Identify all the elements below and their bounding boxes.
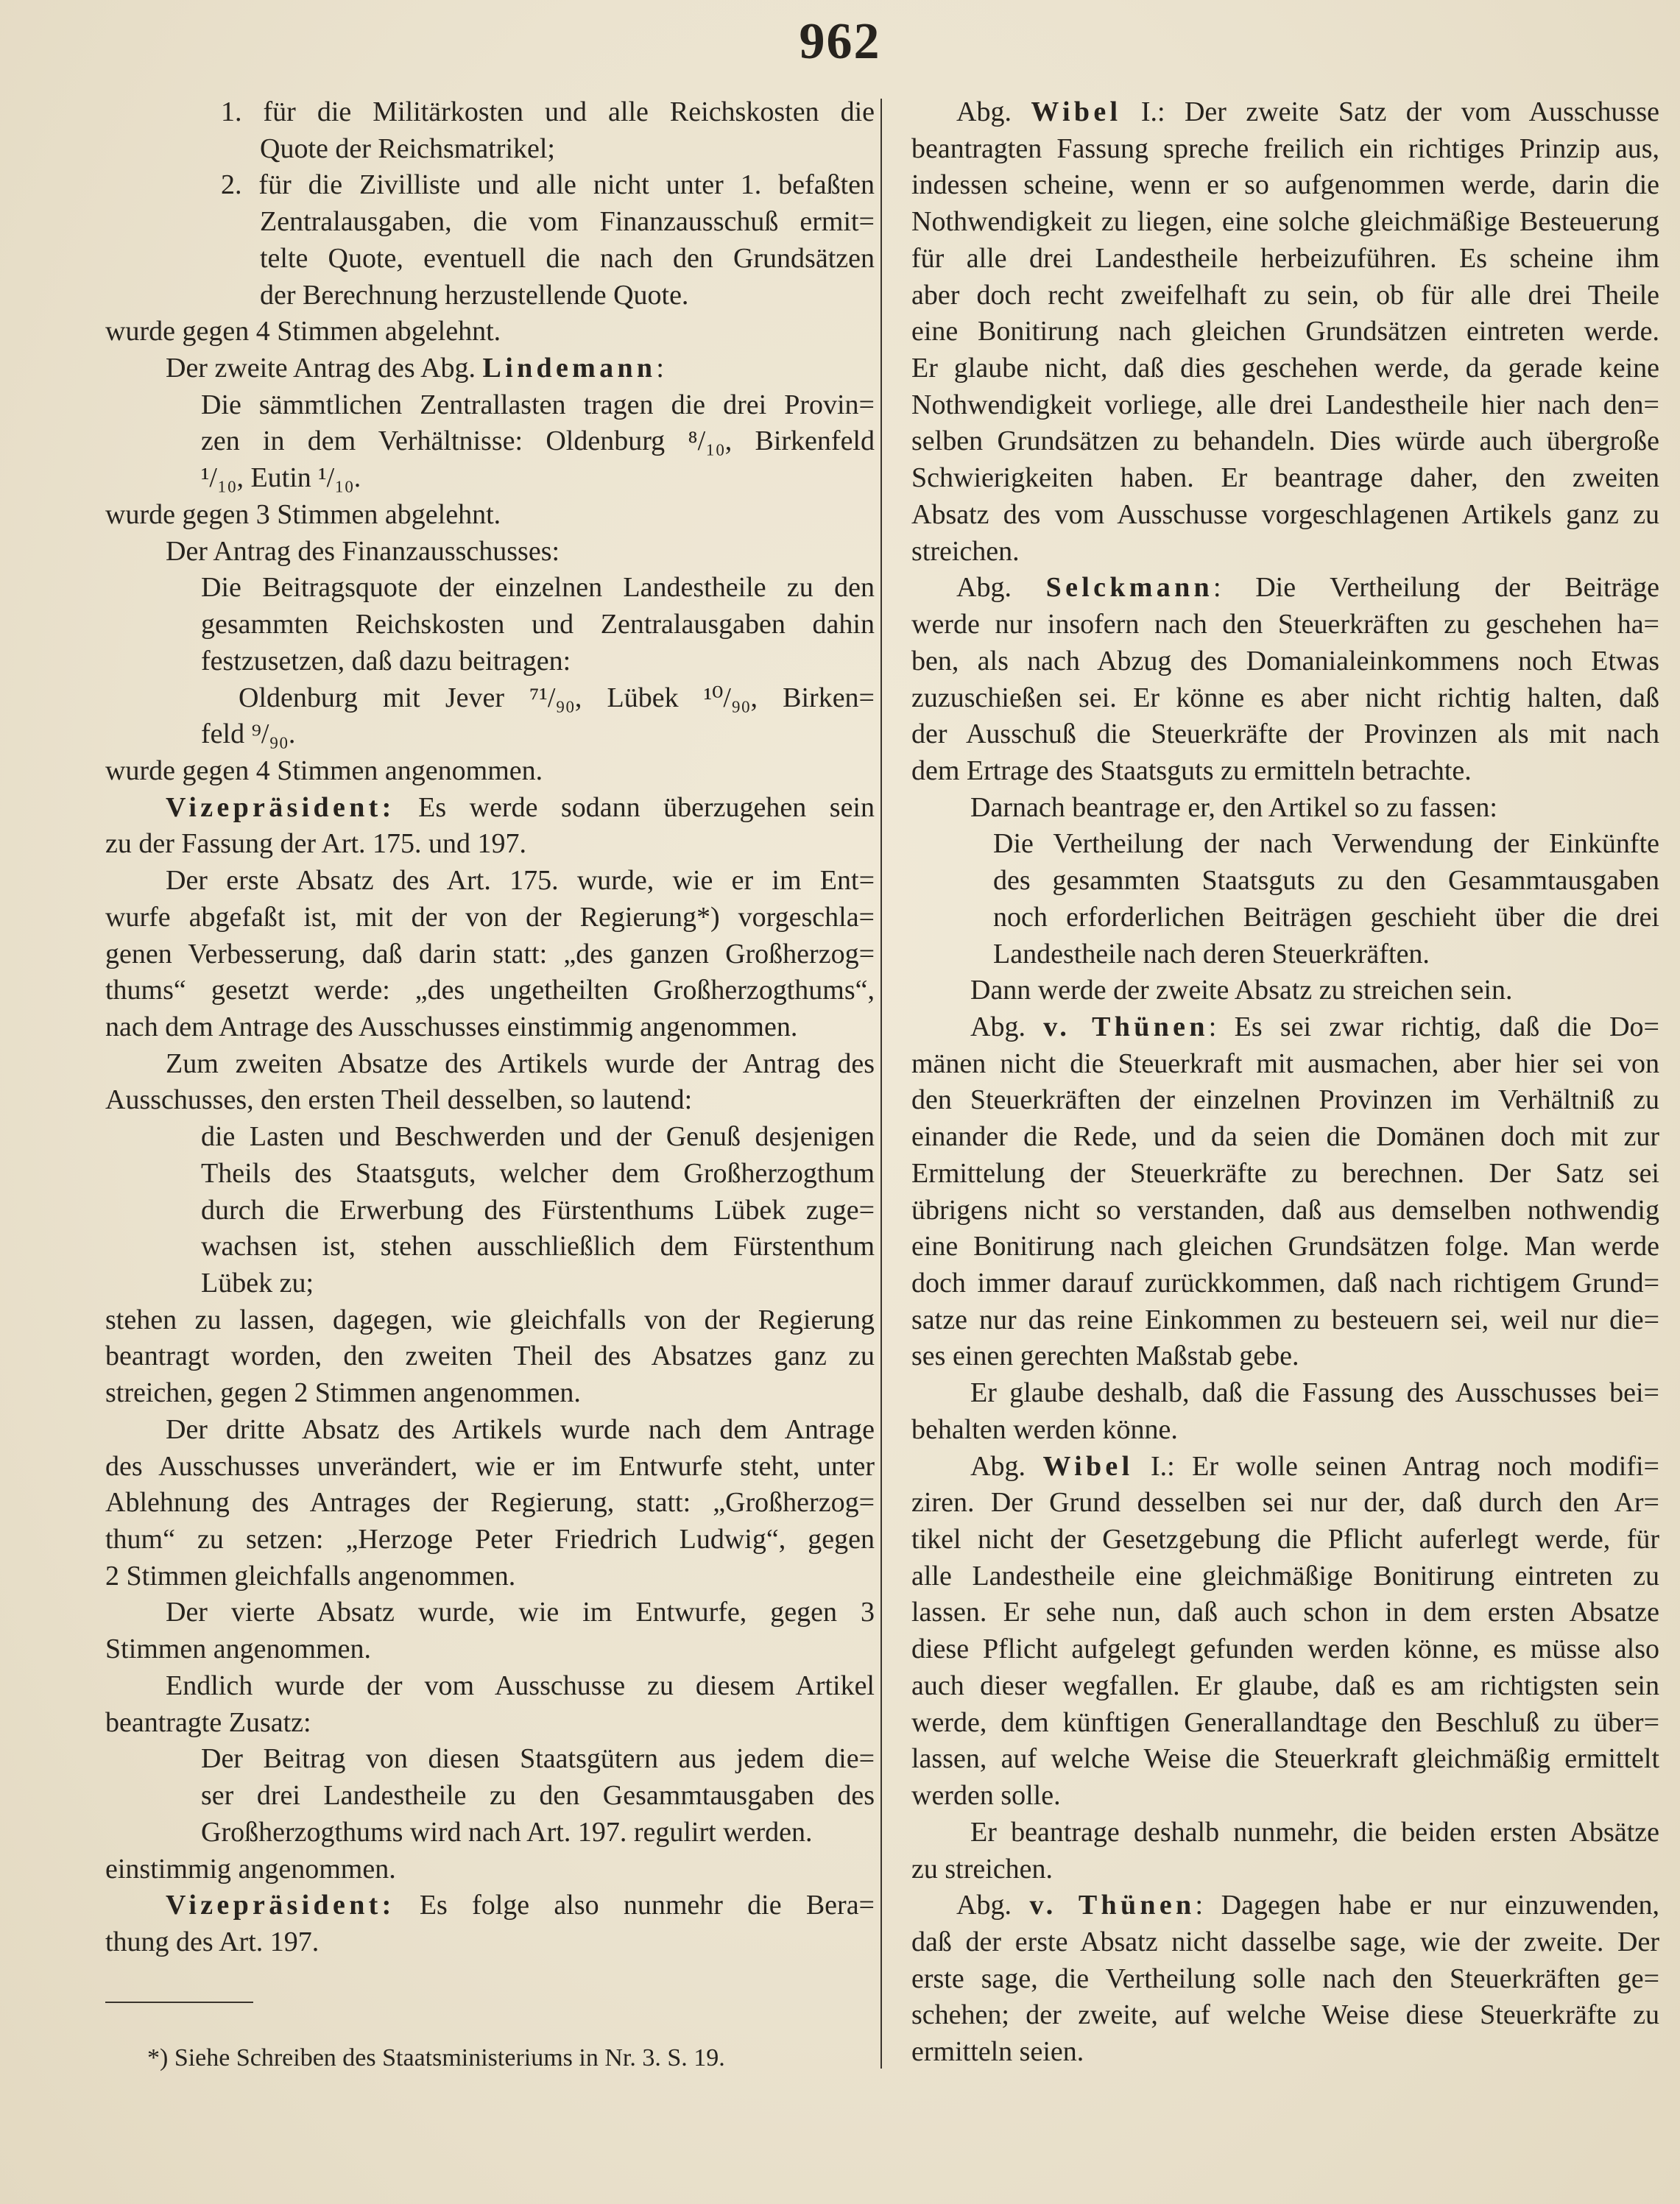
- quoted-text-block: [105, 1119, 875, 1302]
- text-line: diese Pflicht aufgelegt gefunden werden könne, es müsse also: [911, 1633, 1659, 1665]
- text-line: Absatz des vom Ausschusse vorgeschlagenen Artikels ganz zu: [911, 498, 1659, 530]
- line-text: Abg.: [970, 1011, 1044, 1042]
- paragraph: [105, 863, 875, 1046]
- text-line: ermitteln seien.: [911, 2036, 1084, 2068]
- text-line: thum“ zu setzen: „Herzoge Peter Friedrich Ludwig“, gegen: [105, 1524, 875, 1555]
- paragraph: [911, 1815, 1659, 1887]
- line-text: Es folge also nunmehr die Bera=: [395, 1890, 875, 1921]
- text-line: indessen scheine, wenn er so aufgenommen werde, darin die: [911, 169, 1659, 201]
- footnote: *) Siehe Schreiben des Staatsministeriums in Nr. 3. S. 19.: [147, 2044, 725, 2071]
- speech-paragraph: [911, 1887, 1659, 2071]
- text-line: lassen, auf welche Weise die Steuerkraft gleichmäßig ermittelt: [911, 1743, 1659, 1775]
- text-line: [911, 94, 1659, 131]
- text-line: aber doch recht zweifelhaft zu sein, ob für alle drei Theile: [911, 279, 1659, 311]
- line-text: Abg.: [956, 1890, 1030, 1921]
- text-line: thung des Art. 197.: [105, 1926, 320, 1957]
- text-line: wurde gegen 3 Stimmen abgelehnt.: [105, 498, 501, 530]
- text-line: Er glaube nicht, daß dies geschehen werde, da gerade keine: [911, 353, 1659, 384]
- line-text: : Die Vertheilung der Beiträge: [1213, 572, 1659, 604]
- text-line: Quote der Reichsmatrikel;: [260, 133, 555, 164]
- text-line: Oldenburg mit Jever ⁷¹/₉₀, Lübek ¹⁰/₉₀, Birken=: [239, 682, 875, 713]
- text-line: doch immer darauf zurückkommen, daß nach richtigem Grund=: [911, 1268, 1659, 1299]
- list-item: [105, 167, 875, 314]
- text-line: erste sage, die Vertheilung solle nach den Steuerkräften ge=: [911, 1963, 1659, 1994]
- text-line: eine Bonitirung nach gleichen Grundsätzen folge. Man werde: [911, 1231, 1659, 1262]
- text-line: Nothwendigkeit vorliege, alle drei Landestheile hier nach den=: [911, 389, 1659, 420]
- paragraph: [105, 534, 875, 571]
- text-line: Darnach beantrage er, den Artikel so zu fassen:: [970, 791, 1497, 823]
- paragraph: [911, 972, 1659, 1009]
- text-line: gesammten Reichskosten und Zentralausgaben dahin: [201, 609, 875, 640]
- text-line: Der Antrag des Finanzausschusses:: [166, 535, 560, 567]
- text-line: ser drei Landestheile zu den Gesammtausgaben des: [201, 1780, 875, 1812]
- text-line: Zum zweiten Absatze des Artikels wurde der Antrag des: [166, 1048, 875, 1079]
- text-line: ses einen gerechten Maßstab gebe.: [911, 1341, 1299, 1372]
- text-line: daß der erste Absatz nicht dasselbe sage, wie der zweite. Der: [911, 1926, 1659, 1957]
- list-item: [105, 94, 875, 167]
- speaker-name: Vizepräsident:: [166, 791, 395, 823]
- text-line: telte Quote, eventuell die nach den Grundsätzen: [260, 242, 875, 274]
- text-line: stehen zu lassen, dagegen, wie gleichfalls von der Regierung: [105, 1304, 875, 1335]
- paragraph: [105, 753, 875, 790]
- quoted-text-block: [911, 826, 1659, 972]
- text-line: [911, 1449, 1659, 1486]
- paragraph: [105, 314, 875, 350]
- text-line: thums“ gesetzt werde: „des ungetheilten Großherzogthums“,: [105, 975, 875, 1006]
- left-column: [105, 94, 875, 1961]
- text-line: [105, 350, 875, 387]
- paragraph: [105, 1046, 875, 1119]
- quoted-text-block: [105, 680, 875, 753]
- text-line: Nothwendigkeit zu liegen, eine solche gleichmäßige Besteuerung: [911, 206, 1659, 238]
- text-line: ¹/₁₀, Eutin ¹/₁₀.: [201, 462, 361, 494]
- text-line: Die sämmtlichen Zentrallasten tragen die drei Provin=: [201, 389, 875, 420]
- line-text: Abg.: [970, 1450, 1043, 1482]
- line-text: : Dagegen habe er nur einzuwenden,: [1195, 1890, 1659, 1921]
- paragraph: [105, 790, 875, 863]
- speaker-name: Lindemann: [482, 353, 657, 384]
- text-line: alle Landestheile eine gleichmäßige Bonitirung eintreten zu: [911, 1560, 1659, 1592]
- text-line: streichen, gegen 2 Stimmen angenommen.: [105, 1377, 581, 1409]
- text-line: eine Bonitirung nach gleichen Grundsätzen eintreten werde.: [911, 316, 1659, 347]
- paragraph: [105, 1668, 875, 1741]
- paragraph: [911, 1449, 1659, 1815]
- text-line: [105, 790, 875, 827]
- text-line: Er glaube deshalb, daß die Fassung des Ausschusses bei=: [970, 1377, 1659, 1409]
- text-line: genen Verbesserung, daß darin statt: „des ganzen Großherzog=: [105, 938, 875, 969]
- text-line: selben Grundsätzen zu behandeln. Dies würde auch übergroße: [911, 425, 1659, 457]
- text-line: noch erforderlichen Beiträgen geschieht über die drei: [993, 901, 1659, 933]
- text-line: einander die Rede, und da seien die Domänen doch mit zur: [911, 1121, 1659, 1153]
- speaker-name: v. Thünen: [1043, 1011, 1209, 1042]
- text-line: [911, 1009, 1659, 1046]
- speaker-name: Selckmann: [1045, 572, 1213, 604]
- speaker-name: Wibel: [1042, 1450, 1134, 1482]
- text-line: lassen. Er sehe nun, daß auch schon in dem ersten Absatze: [911, 1597, 1659, 1628]
- paragraph: [105, 1412, 875, 1595]
- text-line: Der dritte Absatz des Artikels wurde nach dem Antrage: [166, 1413, 875, 1445]
- text-line: Ermittelung der Steuerkräfte zu berechnen. Der Satz sei: [911, 1157, 1659, 1189]
- text-line: streichen.: [911, 535, 1020, 567]
- speech-paragraph: [911, 94, 1659, 570]
- right-column: [911, 94, 1659, 2071]
- text-line: mänen nicht die Steuerkraft mit ausmachen, aber hier sei von: [911, 1048, 1659, 1079]
- speaker-name: Wibel: [1031, 96, 1122, 127]
- text-line: Der erste Absatz des Art. 175. wurde, wie er im Ent=: [166, 865, 875, 897]
- text-line: der Berechnung herzustellende Quote.: [260, 279, 689, 311]
- paragraph: [105, 1302, 875, 1412]
- paragraph: [105, 1887, 875, 1960]
- text-line: werden solle.: [911, 1780, 1061, 1812]
- quoted-text-block: [105, 1741, 875, 1851]
- text-line: den Steuerkräften der einzelnen Provinzen im Verhältniß zu: [911, 1084, 1659, 1116]
- text-line: [105, 1887, 875, 1924]
- speaker-name: v. Thünen: [1029, 1890, 1196, 1921]
- text-line: Landestheile nach deren Steuerkräften.: [993, 938, 1430, 969]
- text-line: Schwierigkeiten haben. Er beantrage daher, den zweiten: [911, 462, 1659, 494]
- text-line: Ausschusses, den ersten Theil desselben, so lautend:: [105, 1084, 693, 1116]
- text-line: der Ausschuß die Steuerkräfte der Provinzen als mit nach: [911, 718, 1659, 750]
- text-line: schehen; der zweite, auf welche Weise diese Steuerkräfte zu: [911, 1999, 1659, 2031]
- line-text: Es werde sodann überzugehen sein: [395, 791, 875, 823]
- text-line: beantragten Fassung spreche freilich ein richtiges Prinzip aus,: [911, 133, 1659, 164]
- text-line: dem Ertrage des Staatsguts zu ermitteln betrachte.: [911, 755, 1472, 786]
- text-line: ben, als nach Abzug des Domanialeinkommens noch Etwas: [911, 645, 1659, 677]
- text-line: Die Beitragsquote der einzelnen Landestheile zu den: [201, 572, 875, 604]
- text-line: Die Vertheilung der nach Verwendung der Einkünfte: [993, 828, 1659, 860]
- text-line: behalten werden könne.: [911, 1413, 1178, 1445]
- text-line: werde, dem künftigen Generallandtage den Beschluß zu über=: [911, 1706, 1659, 1738]
- line-text: : Es sei zwar richtig, daß die Do=: [1208, 1011, 1659, 1042]
- text-line: Ablehnung des Antrages der Regierung, statt: „Großherzog=: [105, 1487, 875, 1519]
- text-line: die Lasten und Beschwerden und der Genuß desjenigen: [201, 1121, 875, 1153]
- line-text: Der zweite Antrag des Abg.: [166, 353, 483, 384]
- text-line: werde nur insofern nach den Steuerkräften zu geschehen ha=: [911, 609, 1659, 640]
- text-line: des gesammten Staatsguts zu den Gesammtausgaben: [993, 865, 1659, 897]
- text-line: einstimmig angenommen.: [105, 1853, 396, 1885]
- text-line: satze nur das reine Einkommen zu besteuern sei, weil nur die=: [911, 1304, 1659, 1335]
- speaker-name: Vizepräsident:: [166, 1890, 395, 1921]
- paragraph: [911, 790, 1659, 827]
- text-line: 1. für die Militärkosten und alle Reichskosten die: [221, 96, 875, 127]
- speech-paragraph: [911, 570, 1659, 789]
- text-line: Theils des Staatsguts, welcher dem Großherzogthum: [201, 1157, 875, 1189]
- text-line: 2. für die Zivilliste und alle nicht unter 1. befaßten: [221, 169, 875, 201]
- paragraph: [105, 350, 875, 387]
- text-line: wurde gegen 4 Stimmen angenommen.: [105, 755, 543, 786]
- line-text: Abg.: [956, 572, 1046, 604]
- text-line: feld ⁹/₉₀.: [201, 718, 296, 750]
- text-line: beantragt worden, den zweiten Theil des Absatzes ganz zu: [105, 1341, 875, 1372]
- paragraph: [105, 1594, 875, 1667]
- text-line: Lübek zu;: [201, 1268, 314, 1299]
- text-line: des Ausschusses unverändert, wie er im Entwurfe steht, unter: [105, 1450, 875, 1482]
- text-line: durch die Erwerbung des Fürstenthums Lübek zuge=: [201, 1194, 875, 1226]
- text-line: Stimmen angenommen.: [105, 1633, 371, 1665]
- text-line: auch dieser wegfallen. Er glaube, daß es am richtigsten sein: [911, 1670, 1659, 1701]
- line-text: Abg.: [956, 96, 1031, 127]
- text-line: übrigens nicht so verstanden, daß aus demselben nothwendig: [911, 1194, 1659, 1226]
- text-line: zu streichen.: [911, 1853, 1053, 1885]
- quoted-text-block: [105, 387, 875, 497]
- text-line: beantragte Zusatz:: [105, 1706, 311, 1738]
- text-line: nach dem Antrage des Ausschusses einstimmig angenommen.: [105, 1011, 798, 1042]
- paragraph: [105, 497, 875, 534]
- text-line: Endlich wurde der vom Ausschusse zu diesem Artikel: [166, 1670, 875, 1701]
- line-text: :: [656, 353, 664, 384]
- text-line: Zentralausgaben, die vom Finanzausschuß ermit=: [260, 206, 875, 238]
- text-line: tikel nicht der Gesetzgebung die Pflicht auferlegt werde, für: [911, 1524, 1659, 1555]
- text-line: festzusetzen, daß dazu beitragen:: [201, 645, 571, 677]
- text-line: Dann werde der zweite Absatz zu streichen sein.: [970, 975, 1513, 1006]
- text-line: wurde gegen 4 Stimmen abgelehnt.: [105, 316, 501, 347]
- text-line: ziren. Der Grund desselben sei nur der, daß durch den Ar=: [911, 1487, 1659, 1519]
- text-line: zuzuschießen sei. Er könne es aber nicht richtig halten, daß: [911, 682, 1659, 713]
- text-line: Großherzogthums wird nach Art. 197. regulirt werden.: [201, 1816, 813, 1848]
- text-line: für alle drei Landestheile herbeizuführen. Es scheine ihm: [911, 242, 1659, 274]
- line-text: I.: Der zweite Satz der vom Ausschusse: [1121, 96, 1659, 127]
- text-line: [911, 570, 1659, 607]
- line-text: I.: Er wolle seinen Antrag noch modifi=: [1133, 1450, 1659, 1482]
- text-line: zu der Fassung der Art. 175. und 197.: [105, 828, 527, 860]
- paragraph: [105, 1851, 875, 1888]
- paragraph: [911, 1375, 1659, 1448]
- text-line: wachsen ist, stehen ausschließlich dem Fürstenthum: [201, 1231, 875, 1262]
- column-divider: [880, 99, 882, 2069]
- text-line: Er beantrage deshalb nunmehr, die beiden ersten Absätze: [970, 1816, 1659, 1848]
- paragraph: [911, 1009, 1659, 1375]
- text-line: 2 Stimmen gleichfalls angenommen.: [105, 1560, 516, 1592]
- text-line: wurfe abgefaßt ist, mit der von der Regierung*) vorgeschla=: [105, 901, 875, 933]
- text-line: Der Beitrag von diesen Staatsgütern aus jedem die=: [201, 1743, 875, 1775]
- text-line: Der vierte Absatz wurde, wie im Entwurfe, gegen 3: [166, 1597, 875, 1628]
- page-number: 962: [799, 13, 881, 70]
- text-line: zen in dem Verhältnisse: Oldenburg ⁸/₁₀, Birkenfeld: [201, 425, 875, 457]
- quoted-text-block: [105, 570, 875, 679]
- text-line: [911, 1887, 1659, 1924]
- footnote-rule: [105, 2002, 253, 2003]
